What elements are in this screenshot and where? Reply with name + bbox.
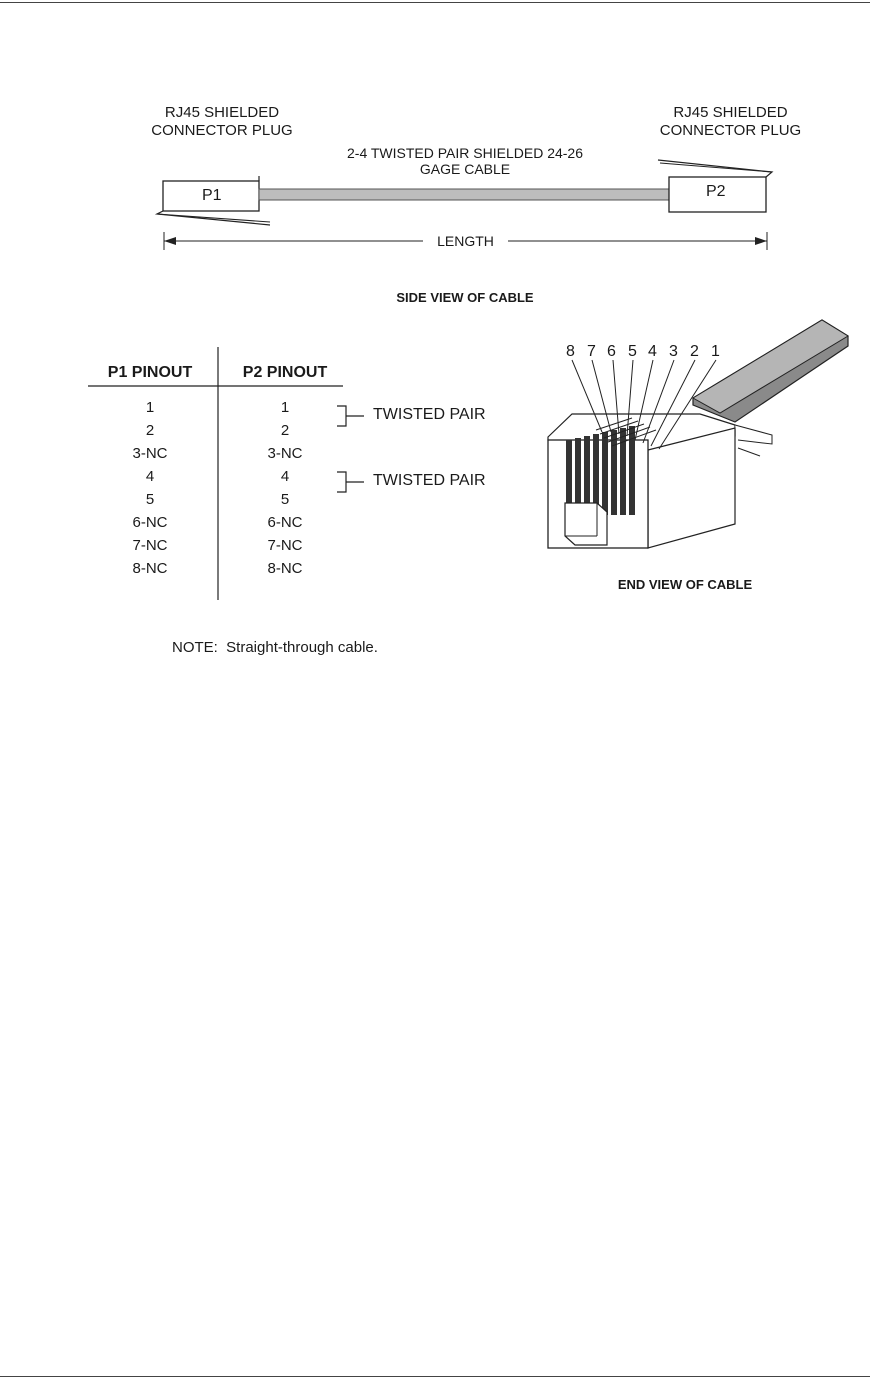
pin-cell: 2 <box>280 422 290 439</box>
pin-number: 1 <box>711 343 720 360</box>
p2-pinout-header: P2 PINOUT <box>242 364 328 381</box>
cable-label: 2-4 TWISTED PAIR SHIELDED 24-26 GAGE CABLE <box>347 145 583 177</box>
end-view-caption: END VIEW OF CABLE <box>617 577 753 592</box>
pin-cell: 3-NC <box>267 445 303 462</box>
p1-label: P1 <box>202 187 222 204</box>
locking-tab <box>565 503 607 545</box>
pin-number: 7 <box>587 343 596 360</box>
pin-number: 5 <box>628 343 637 360</box>
pin-cell: 4 <box>145 468 155 485</box>
pin-number: 6 <box>607 343 616 360</box>
twisted-pair-label-1: TWISTED PAIR <box>373 406 486 423</box>
pin-cell: 4 <box>280 468 290 485</box>
plug-latch <box>735 425 772 444</box>
pin-number: 4 <box>648 343 657 360</box>
pin-cell: 1 <box>280 399 290 416</box>
pin-cell: 1 <box>145 399 155 416</box>
pin-cell: 3-NC <box>132 445 168 462</box>
length-label: LENGTH <box>437 233 494 249</box>
pin-cell: 2 <box>145 422 155 439</box>
pin-cell: 5 <box>145 491 155 508</box>
pin-cell: 6-NC <box>132 514 168 531</box>
p1-pinout-header: P1 PINOUT <box>107 364 193 381</box>
pin-cell: 6-NC <box>267 514 303 531</box>
note-text: NOTE: Straight-through cable. <box>172 639 378 656</box>
twisted-pair-label-2: TWISTED PAIR <box>373 472 486 489</box>
p2-plug-label: RJ45 SHIELDED CONNECTOR PLUG <box>659 104 802 139</box>
p1-plug-label: RJ45 SHIELDED CONNECTOR PLUG <box>151 104 293 139</box>
pin-cell: 8-NC <box>132 560 168 577</box>
p2-label: P2 <box>706 183 726 200</box>
footer-rule <box>0 1376 870 1377</box>
pin-number: 3 <box>669 343 678 360</box>
pin-number: 2 <box>690 343 699 360</box>
pin-cell: 8-NC <box>267 560 303 577</box>
side-view-caption: SIDE VIEW OF CABLE <box>396 290 534 305</box>
pin-cell: 7-NC <box>267 537 303 554</box>
pin-number: 8 <box>566 343 575 360</box>
pin-cell: 5 <box>280 491 290 508</box>
pin-cell: 7-NC <box>132 537 168 554</box>
